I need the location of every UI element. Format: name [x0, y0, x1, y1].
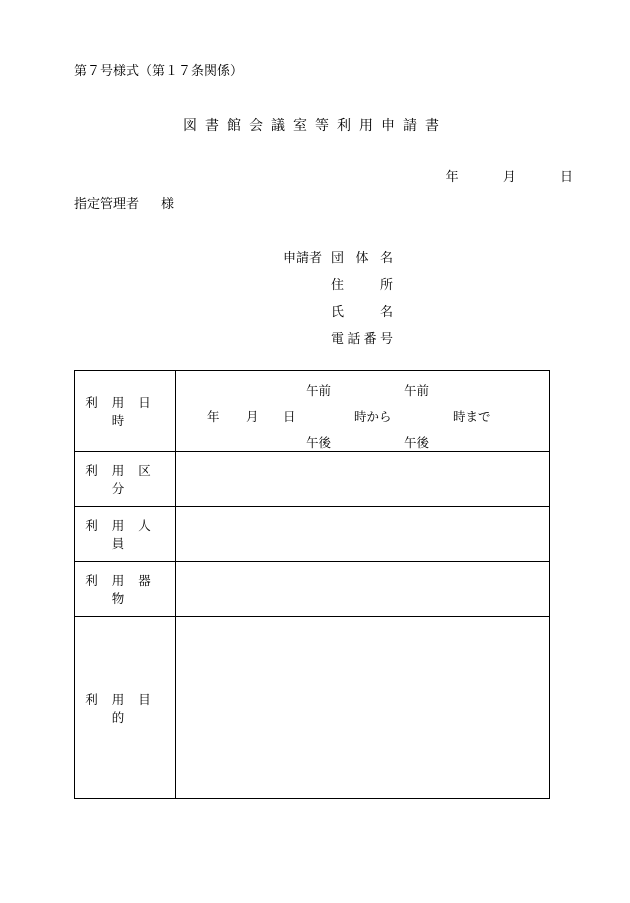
addressee	[74, 193, 174, 212]
field-char: 団	[331, 251, 345, 266]
datetime-month: 月	[246, 409, 259, 424]
label-equipment-used: 利用器物	[75, 562, 176, 617]
date-day[interactable]: 日	[559, 170, 573, 185]
field-char: 氏	[331, 305, 345, 320]
usage-datetime-input[interactable]	[176, 371, 550, 452]
applicant-name-field[interactable]	[331, 301, 393, 320]
field-char: 体	[355, 251, 369, 266]
applicant-phone-field[interactable]	[331, 328, 393, 347]
datetime-day: 日	[283, 409, 296, 424]
date-line	[424, 166, 573, 185]
date-year[interactable]: 年	[445, 170, 459, 185]
start-pm-label: 午後	[306, 435, 332, 450]
application-table	[74, 370, 550, 799]
table-row	[75, 507, 550, 562]
document-title: 図書館会議室等利用申請書	[183, 118, 447, 134]
applicant-label: 申請者	[283, 251, 323, 266]
table-row	[75, 452, 550, 507]
field-char: 名	[379, 305, 393, 320]
end-am-label: 午前	[404, 383, 430, 398]
label-number-of-users: 利用人員	[75, 507, 176, 562]
field-char: 電	[331, 332, 345, 347]
field-char: 住	[331, 278, 345, 293]
label-usage-purpose: 利用目的	[75, 617, 176, 799]
date-month[interactable]: 月	[502, 170, 516, 185]
applicant-address-field[interactable]	[331, 274, 393, 293]
field-char: 話	[347, 332, 361, 347]
datetime-from: 時から	[354, 409, 392, 424]
field-char: 所	[379, 278, 393, 293]
addressee-name: 指定管理者	[74, 197, 140, 212]
datetime-to: 時まで	[453, 409, 491, 424]
datetime-year: 年	[207, 409, 220, 424]
table-row	[75, 617, 550, 799]
form-number: 第７号様式（第１７条関係）	[74, 64, 244, 79]
field-char: 名	[379, 251, 393, 266]
field-char: 号	[379, 332, 393, 347]
table-row	[75, 562, 550, 617]
addressee-honorific: 様	[161, 197, 175, 212]
equipment-used-input[interactable]	[176, 562, 550, 617]
usage-purpose-input[interactable]	[176, 617, 550, 799]
label-usage-datetime: 利用日時	[75, 371, 176, 452]
number-of-users-input[interactable]	[176, 507, 550, 562]
applicant-organization-field[interactable]	[331, 247, 393, 266]
label-usage-category: 利用区分	[75, 452, 176, 507]
end-pm-label: 午後	[404, 435, 430, 450]
table-row	[75, 371, 550, 452]
start-am-label: 午前	[306, 383, 332, 398]
usage-category-input[interactable]	[176, 452, 550, 507]
field-char: 番	[363, 332, 377, 347]
